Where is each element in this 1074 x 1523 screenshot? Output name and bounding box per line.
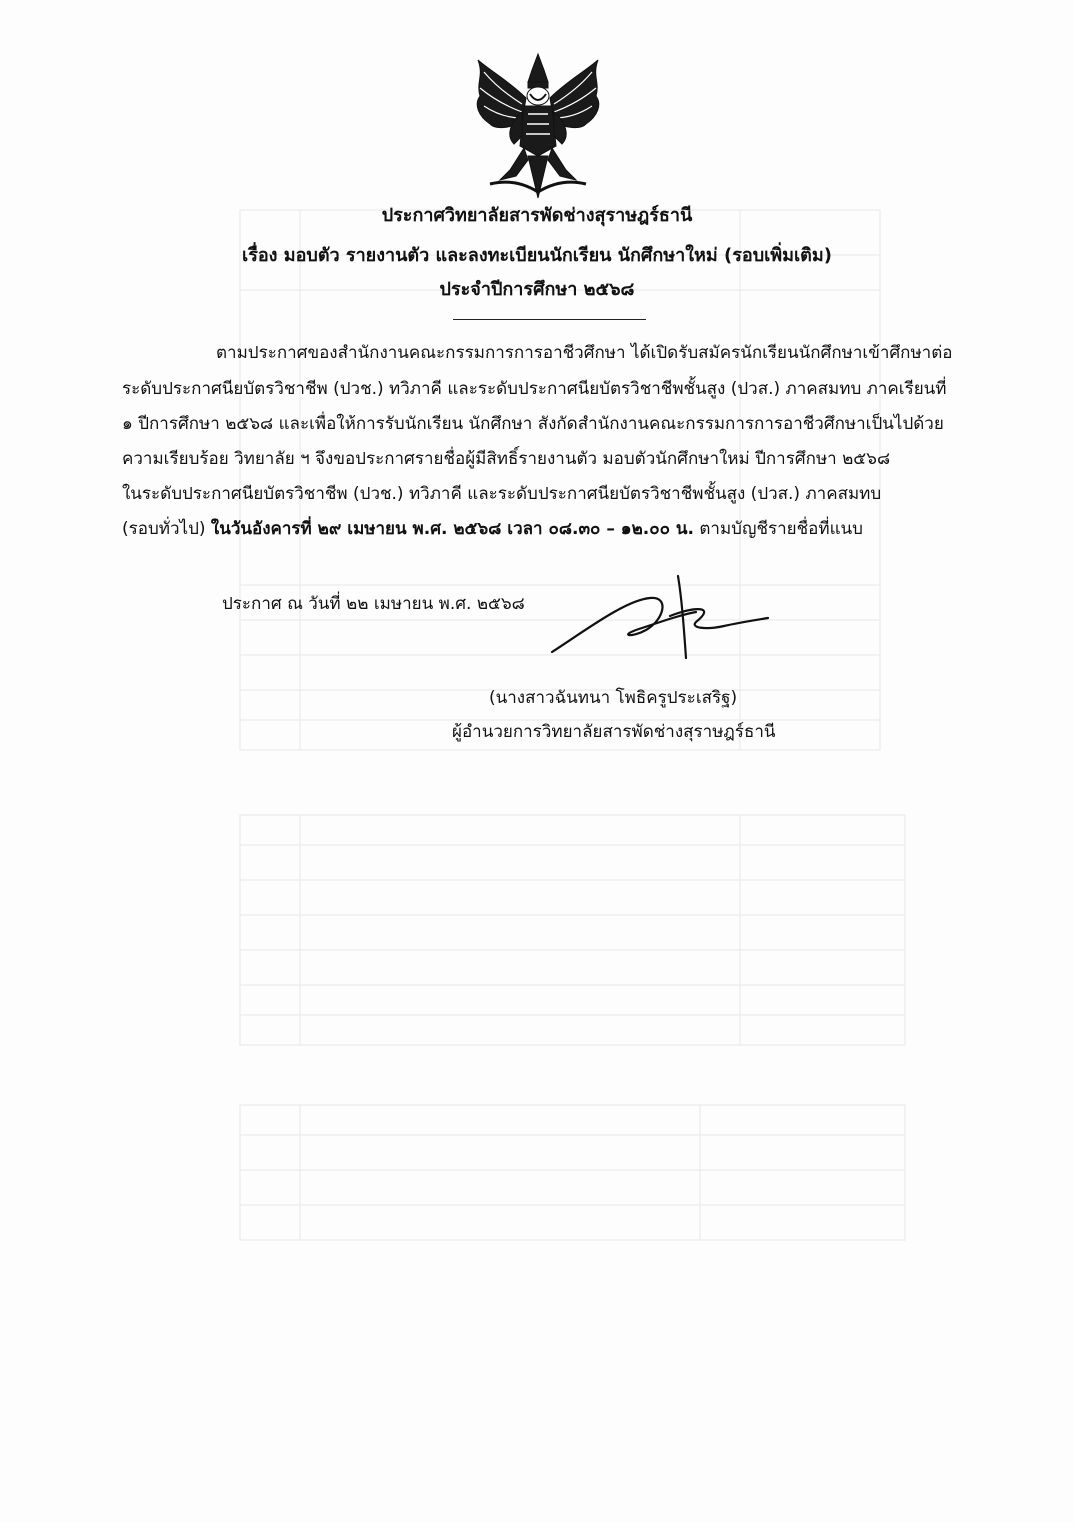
body-line: ในระดับประกาศนียบัตรวิชาชีพ (ปวช.) ทวิภาคี และระดับประกาศนียบัตรวิชาชีพชั้นสูง (ปวส.) ภาคสมทบ xyxy=(122,484,882,504)
signatory-position: ผู้อำนวยการวิทยาลัยสารพัดช่างสุราษฎร์ธานี xyxy=(452,722,776,742)
schedule-prefix: (รอบทั่วไป) xyxy=(122,519,211,539)
schedule-date-time: ในวันอังคารที่ ๒๙ เมษายน พ.ศ. ๒๕๖๘ เวลา ๐๘.๓๐ – ๑๒.๐๐ น. xyxy=(210,519,694,539)
body-line: ความเรียบร้อย วิทยาลัย ฯ จึงขอประกาศรายชื่อผู้มีสิทธิ์รายงานตัว มอบตัวนักศึกษาใหม่ ปีการศึกษา ๒๕๖๘ xyxy=(122,449,891,469)
handwritten-signature xyxy=(546,570,776,670)
body-line: ตามประกาศของสำนักงานคณะกรรมการการอาชีวศึกษา ได้เปิดรับสมัครนักเรียนนักศึกษาเข้าศึกษาต่อ xyxy=(216,343,953,363)
body-line: ๑ ปีการศึกษา ๒๕๖๘ และเพื่อให้การรับนักเรียน นักศึกษา สังกัดสำนักงานคณะกรรมการการอาชีวศึกษาเป็นไปด้วย xyxy=(122,414,944,434)
body-line: ระดับประกาศนียบัตรวิชาชีพ (ปวช.) ทวิภาคี และระดับประกาศนียบัตรวิชาชีพชั้นสูง (ปวส.) ภาคสมทบ ภาคเรียนที่ xyxy=(122,379,947,399)
schedule-suffix: ตามบัญชีรายชื่อที่แนบ xyxy=(693,519,863,539)
academic-year: ประจำปีการศึกษา ๒๕๖๘ xyxy=(439,279,635,300)
announcement-date: ประกาศ ณ วันที่ ๒๒ เมษายน พ.ศ. ๒๕๖๘ xyxy=(222,594,525,614)
body-line-schedule xyxy=(122,521,980,538)
signatory-name: (นางสาวฉันทนา โพธิครูประเสริฐ) xyxy=(489,688,738,708)
announcement-subject: เรื่อง มอบตัว รายงานตัว และลงทะเบียนนักเรียน นักศึกษาใหม่ (รอบเพิ่มเติม) xyxy=(242,245,832,266)
title-divider xyxy=(453,319,646,320)
garuda-emblem xyxy=(470,52,606,200)
announcement-title: ประกาศวิทยาลัยสารพัดช่างสุราษฎร์ธานี xyxy=(381,205,693,226)
